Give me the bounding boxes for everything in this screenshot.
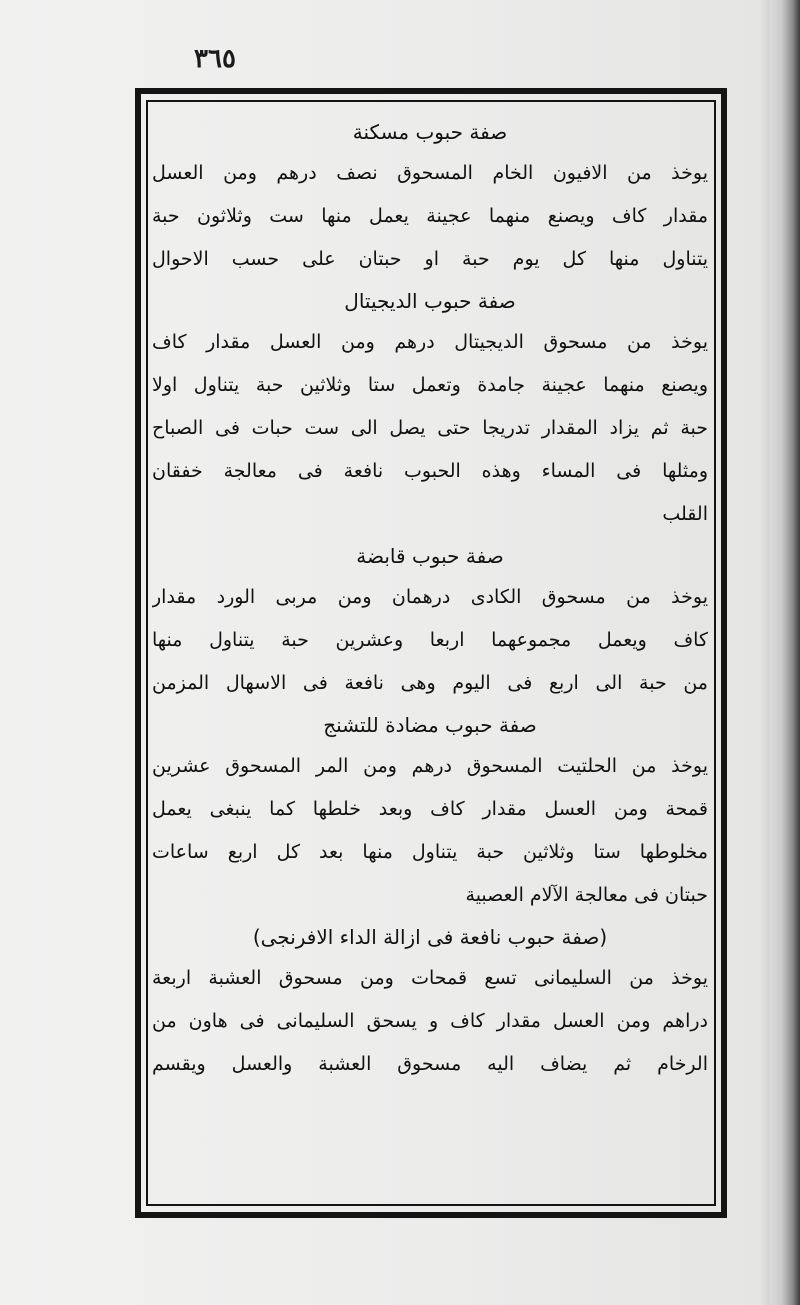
text-line: يوخذ من مسحوق الكادى درهمان ومن مربى الورد مقدار <box>152 586 708 608</box>
text-line: دراهم ومن العسل مقدار كاف و يسحق السليمانى فى هاون من <box>152 1010 708 1032</box>
text-line: يوخذ من الحلتيت المسحوق درهم ومن المر المسحوق عشرين <box>152 755 708 777</box>
section-heading: صفة حبوب قابضة <box>356 544 504 568</box>
text-line: مقدار كاف ويصنع منهما عجينة يعمل منها ست وثلاثون حبة <box>152 205 708 227</box>
section-heading: (صفة حبوب نافعة فى ازالة الداء الافرنجى) <box>252 925 608 949</box>
text-line: من حبة الى اربع فى اليوم وهى نافعة فى الاسهال المزمن <box>152 672 708 694</box>
section-heading: صفة حبوب مضادة للتشنج <box>323 713 537 737</box>
text-line: يوخذ من مسحوق الديجيتال درهم ومن العسل مقدار كاف <box>152 331 708 353</box>
text-line: ومثلها فى المساء وهذه الحبوب نافعة فى معالجة خفقان <box>152 460 708 482</box>
text-line: حبة ثم يزاد المقدار تدريجا حتى يصل الى ست حبات فى الصباح <box>152 417 708 439</box>
text-line: مخلوطها ستا وثلاثين حبة يتناول منها بعد كل اربع ساعات <box>152 841 708 863</box>
text-line: الرخام ثم يضاف اليه مسحوق العشبة والعسل ويقسم <box>152 1053 708 1075</box>
text-line: يوخذ من الافيون الخام المسحوق نصف درهم ومن العسل <box>152 162 708 184</box>
section-heading: صفة حبوب الديجيتال <box>344 289 516 313</box>
text-line: حبتان فى معالجة الآلام العصبية <box>465 884 708 906</box>
section-heading: صفة حبوب مسكنة <box>352 120 508 144</box>
text-line: ويصنع منهما عجينة جامدة وتعمل ستا وثلاثين حبة يتناول اولا <box>152 374 708 396</box>
book-spine <box>770 0 800 1305</box>
text-line: كاف ويعمل مجموعهما اربعا وعشرين حبة يتناول منها <box>152 629 708 651</box>
page-number: ٣٦٥ <box>194 44 236 74</box>
text-line: قمحة ومن العسل مقدار كاف وبعد خلطها كما ينبغى يعمل <box>152 798 708 820</box>
text-line: يتناول منها كل يوم حبة او حبتان على حسب الاحوال <box>152 248 708 270</box>
page-text-block <box>152 112 708 1086</box>
text-line: القلب <box>662 503 708 525</box>
page-gutter-shadow <box>760 0 770 1305</box>
text-line: يوخذ من السليمانى تسع قمحات ومن مسحوق العشبة اربعة <box>152 967 708 989</box>
